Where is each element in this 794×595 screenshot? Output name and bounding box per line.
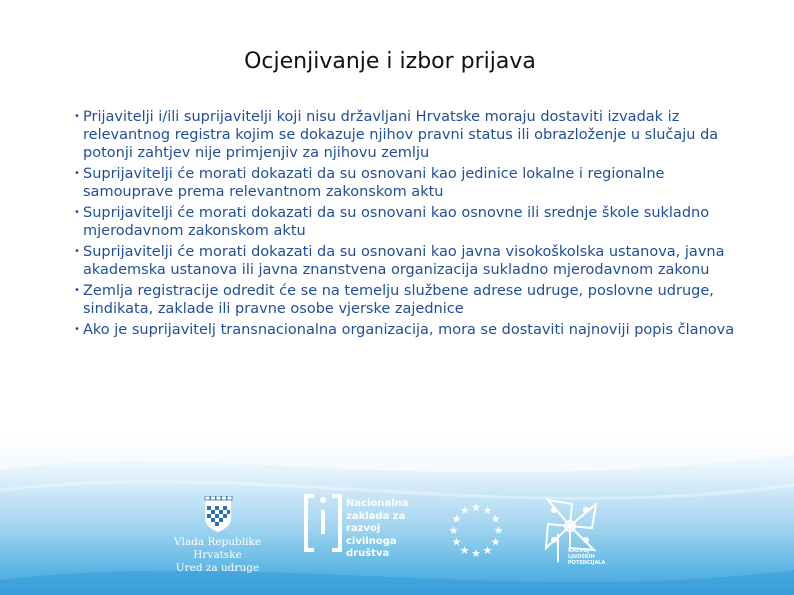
svg-text:★: ★	[451, 535, 462, 549]
bullet-item	[74, 204, 754, 240]
bullet-text: Suprijavitelji će morati dokazati da su osnovani kao jedinice lokalne i regionalne samouprave prema relevantnom zakonskom aktu	[83, 166, 665, 200]
rlp-logo	[538, 494, 618, 568]
svg-text:★: ★	[490, 512, 501, 526]
croatian-coat-of-arms-icon	[203, 496, 233, 532]
bullet-text: Zemlja registracije odredit će se na temelju službene adrese udruge, poslovne udruge, sindikata, zaklade ili pravne osobe vjerske zajednice	[83, 283, 714, 317]
gov-logo	[150, 496, 285, 575]
svg-text:★: ★	[459, 504, 470, 517]
bullet-list	[74, 108, 754, 342]
svg-text:★: ★	[493, 524, 504, 537]
eu-stars-icon	[444, 500, 508, 564]
svg-text:★: ★	[482, 504, 493, 517]
bullet-symbol: •	[74, 285, 80, 296]
bullet-item	[74, 165, 754, 201]
bullet-text: Suprijavitelji će morati dokazati da su osnovani kao osnovne ili srednje škole sukladno mjerodavnom zakonskom aktu	[83, 205, 710, 239]
svg-text:★: ★	[490, 535, 501, 549]
svg-text:★: ★	[448, 524, 459, 537]
bullet-text: Ako je suprijavitelj transnacionalna organizacija, mora se dostaviti najnoviji popis članova	[83, 322, 735, 338]
rlp-logo-text: RAZVOJ LJUDSKIH POTENCIJALA	[568, 548, 606, 566]
bullet-item	[74, 282, 754, 318]
svg-text:★: ★	[451, 512, 462, 526]
bullet-item	[74, 108, 754, 162]
bullet-item	[74, 321, 754, 339]
svg-text:★: ★	[482, 544, 493, 557]
svg-text:★: ★	[459, 544, 470, 557]
bullet-text: Suprijavitelji će morati dokazati da su osnovani kao javna visokoškolska ustanova, javna akademska ustanova ili javna znanstvena organizacija sukladno mjerodavnom zakonu	[83, 244, 725, 278]
bullet-text: Prijavitelji i/ili suprijavitelji koji nisu državljani Hrvatske moraju dostaviti izvadak iz relevantnog registra kojim se dokazuje njihov pravni status ili obrazloženje u slučaju da potonji zahtjev nije primjenjiv za njihovu zemlju	[83, 109, 719, 161]
bullet-symbol: •	[74, 168, 80, 179]
eu-logo	[444, 500, 508, 568]
nzrcd-logo-text: Nacionalna zaklada za razvoj civilnoga društva	[346, 498, 409, 559]
bullet-symbol: •	[74, 246, 80, 257]
bullet-symbol: •	[74, 324, 80, 335]
bullet-symbol: •	[74, 207, 80, 218]
bullet-symbol: •	[74, 111, 80, 122]
bullet-item	[74, 243, 754, 279]
gov-logo-line1: Vlada Republike Hrvatske	[173, 536, 262, 561]
slide-title: Ocjenjivanje i izbor prijava	[244, 49, 536, 74]
brackets-logo-icon	[304, 490, 342, 556]
footer-band	[0, 430, 794, 595]
svg-text:★: ★	[471, 547, 481, 560]
svg-text:★: ★	[471, 501, 481, 514]
gov-logo-line2: Ured za udruge	[175, 562, 260, 574]
